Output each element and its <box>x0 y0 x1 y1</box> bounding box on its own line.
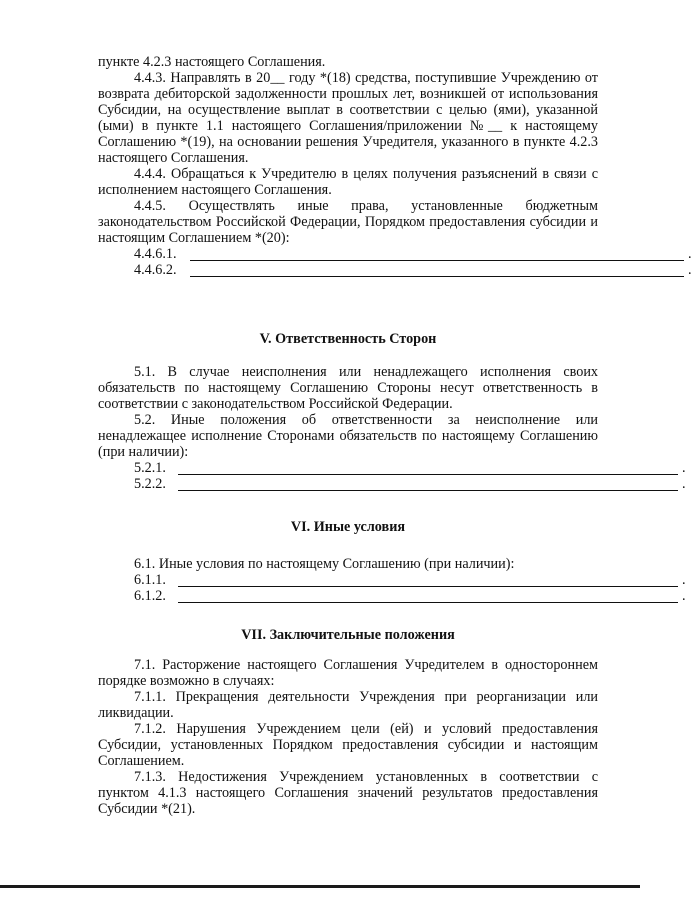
fill-line-dot: . <box>682 572 686 588</box>
fill-line-4-4-6-1 <box>98 246 692 262</box>
blank-underline <box>178 490 678 491</box>
scan-bottom-edge <box>0 885 640 888</box>
paragraph-5-2: 5.2. Иные положения об ответственности за неисполнение или ненадлежащее исполнение Сторонами обязательств по настоящему Соглашению (при наличии): <box>98 412 598 460</box>
section-6-body <box>98 556 686 604</box>
blank-underline <box>178 602 678 603</box>
fill-line-number: 6.1.2. <box>134 588 166 604</box>
fill-line-6-1-2 <box>98 588 686 604</box>
paragraph-7-1-2: 7.1.2. Нарушения Учреждением цели (ей) и условий предоставления Субсидии, установленных Порядком предоставления субсидии и настоящим Соглашением. <box>98 721 598 769</box>
section-5-body <box>98 364 686 492</box>
fill-line-number: 6.1.1. <box>134 572 166 588</box>
fill-line-dot: . <box>688 262 692 278</box>
fill-line-dot: . <box>682 588 686 604</box>
fill-line-dot: . <box>688 246 692 262</box>
blank-underline <box>190 276 684 277</box>
section-4-continuation <box>98 54 692 278</box>
fill-line-5-2-2 <box>98 476 686 492</box>
fill-line-number: 5.2.1. <box>134 460 166 476</box>
paragraph-5-1: 5.1. В случае неисполнения или ненадлежащего исполнения своих обязательств по настоящему Соглашению Стороны несут ответственность в соответствии с законодательством Российской Федерации. <box>98 364 598 412</box>
fill-line-5-2-1 <box>98 460 686 476</box>
blank-underline <box>178 474 678 475</box>
paragraph-4-2-3-tail: пункте 4.2.3 настоящего Соглашения. <box>98 54 326 70</box>
fill-line-number: 5.2.2. <box>134 476 166 492</box>
section-7-body <box>98 657 598 817</box>
paragraph-4-4-4: 4.4.4. Обращаться к Учредителю в целях получения разъяснений в связи с исполнением настоящего Соглашения. <box>98 166 598 198</box>
paragraph-6-1: 6.1. Иные условия по настоящему Соглашению (при наличии): <box>134 556 515 572</box>
blank-underline <box>178 586 678 587</box>
section-6-title: VI. Иные условия <box>290 519 406 535</box>
paragraph-4-4-5: 4.4.5. Осуществлять иные права, установленные бюджетным законодательством Российской Федерации, Порядком предоставления субсидии и настоящим Соглашением *(20): <box>98 198 598 246</box>
blank-underline <box>190 260 684 261</box>
section-5-title: V. Ответственность Сторон <box>259 331 437 347</box>
paragraph-4-4-3: 4.4.3. Направлять в 20__ году *(18) средства, поступившие Учреждению от возврата дебиторской задолженности прошлых лет, возникшей от использования Субсидии, на осуществление выплат в соответствии с целью (ями), указанной (ыми) в пункте 1.1 настоящего Соглашения/приложении №__ к настоящему Соглашению *(19), на основании решения Учредителя, указанного в пункте 4.2.3 настоящего Соглашения. <box>98 70 598 166</box>
fill-line-number: 4.4.6.1. <box>134 246 177 262</box>
fill-line-dot: . <box>682 476 686 492</box>
fill-line-number: 4.4.6.2. <box>134 262 177 278</box>
fill-line-4-4-6-2 <box>98 262 692 278</box>
fill-line-dot: . <box>682 460 686 476</box>
paragraph-7-1-3: 7.1.3. Недостижения Учреждением установленных в соответствии с пунктом 4.1.3 настоящего Соглашения значений результатов предоставления Субсидии *(21). <box>98 769 598 817</box>
fill-line-6-1-1 <box>98 572 686 588</box>
paragraph-7-1: 7.1. Расторжение настоящего Соглашения Учредителем в одностороннем порядке возможно в случаях: <box>98 657 598 689</box>
paragraph-7-1-1: 7.1.1. Прекращения деятельности Учреждения при реорганизации или ликвидации. <box>98 689 598 721</box>
section-7-title: VII. Заключительные положения <box>241 627 455 643</box>
